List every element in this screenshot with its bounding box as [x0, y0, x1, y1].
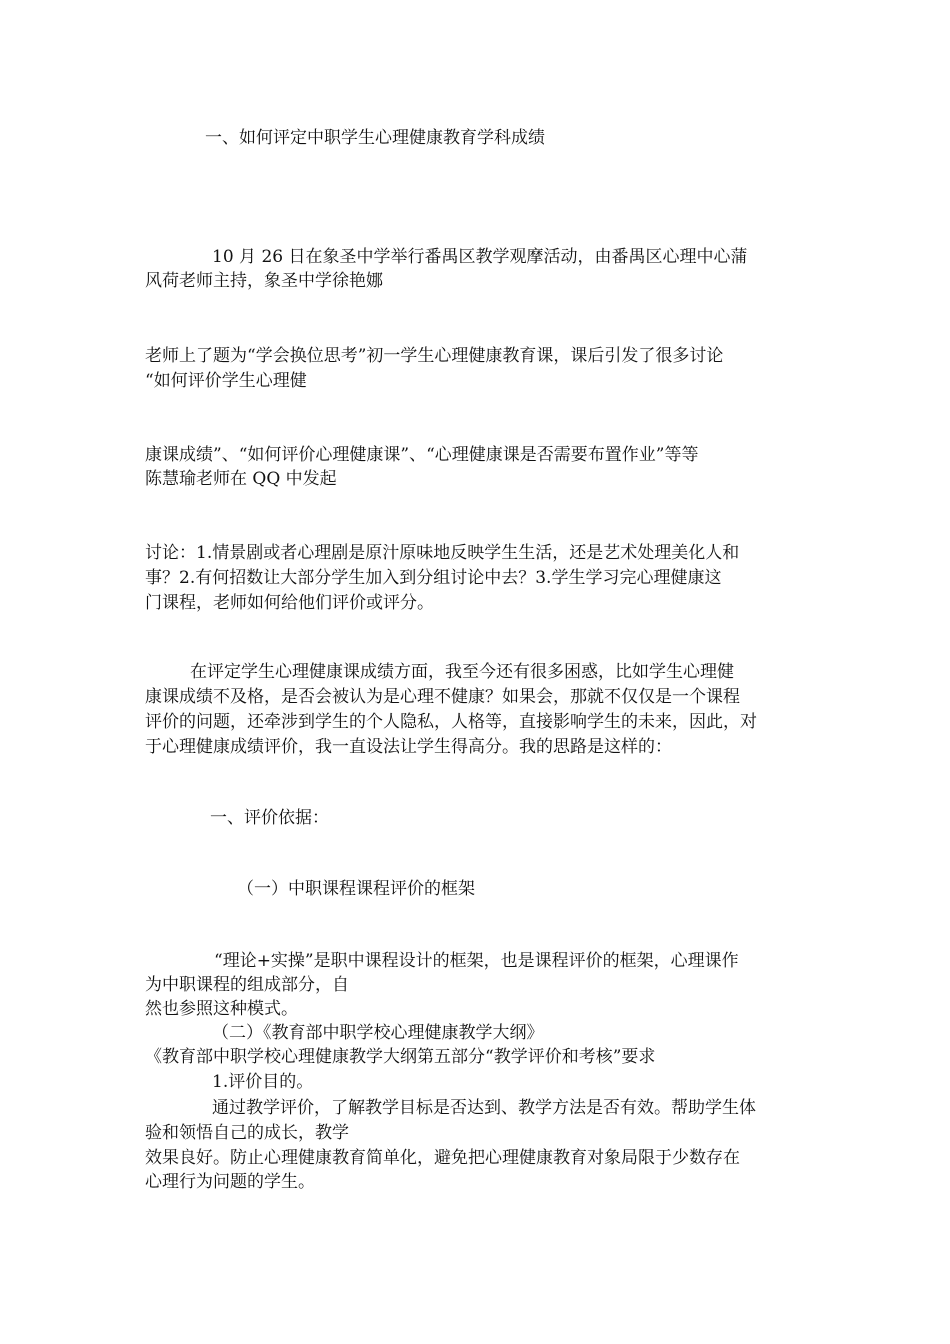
subsection-heading: （二）《教育部中职学校心理健康教学大纲》	[212, 1023, 544, 1043]
paragraph-line: 然也参照这种模式。	[145, 999, 298, 1019]
paragraph-line: 为中职课程的组成部分，自	[145, 975, 349, 995]
paragraph-line: 通过教学评价，了解教学目标是否达到、教学方法是否有效。帮助学生体	[212, 1098, 756, 1118]
paragraph-line: 讨论：1.情景剧或者心理剧是原汁原味地反映学生生活，还是艺术处理美化人和	[145, 543, 740, 563]
section-heading: 一、评价依据：	[210, 808, 329, 828]
paragraph-line: “理论+实操”是职中课程设计的框架，也是课程评价的框架，心理课作	[214, 951, 739, 971]
paragraph-line: 效果良好。防止心理健康教育简单化，避免把心理健康教育对象局限于少数存在	[145, 1148, 740, 1168]
paragraph-line: 事？2.有何招数让大部分学生加入到分组讨论中去？3.学生学习完心理健康这	[145, 568, 722, 588]
list-item: 1.评价目的。	[212, 1072, 314, 1092]
paragraph-line: 老师上了题为“学会换位思考”初一学生心理健康教育课，课后引发了很多讨论	[145, 346, 724, 366]
paragraph-line: 验和领悟自己的成长，教学	[145, 1123, 349, 1143]
paragraph-line: “如何评价学生心理健	[145, 371, 307, 391]
paragraph-line: 于心理健康成绩评价，我一直设法让学生得高分。我的思路是这样的：	[145, 737, 672, 757]
paragraph-line: 10 月 26 日在象圣中学举行番禺区教学观摩活动，由番禺区心理中心蒲	[212, 247, 748, 267]
document-heading: 一、如何评定中职学生心理健康教育学科成绩	[205, 128, 545, 148]
subsection-heading: （一）中职课程课程评价的框架	[237, 879, 475, 899]
paragraph-line: 门课程，老师如何给他们评价或评分。	[145, 593, 434, 613]
paragraph-line: 风荷老师主持，象圣中学徐艳娜	[145, 271, 383, 291]
paragraph-line: 心理行为问题的学生。	[145, 1172, 315, 1192]
paragraph-line: 陈慧瑜老师在 QQ 中发起	[145, 469, 337, 489]
paragraph-line: 《教育部中职学校心理健康教学大纲第五部分“教学评价和考核”要求	[145, 1047, 656, 1067]
paragraph-line: 康课成绩”、“如何评价心理健康课”、“心理健康课是否需要布置作业”等等	[145, 445, 699, 465]
paragraph-line: 评价的问题，还牵涉到学生的个人隐私，人格等，直接影响学生的未来，因此，对	[145, 712, 757, 732]
paragraph-line: 康课成绩不及格，是否会被认为是心理不健康？如果会，那就不仅仅是一个课程	[145, 687, 740, 707]
paragraph-line: 在评定学生心理健康课成绩方面，我至今还有很多困惑，比如学生心理健	[190, 662, 734, 682]
